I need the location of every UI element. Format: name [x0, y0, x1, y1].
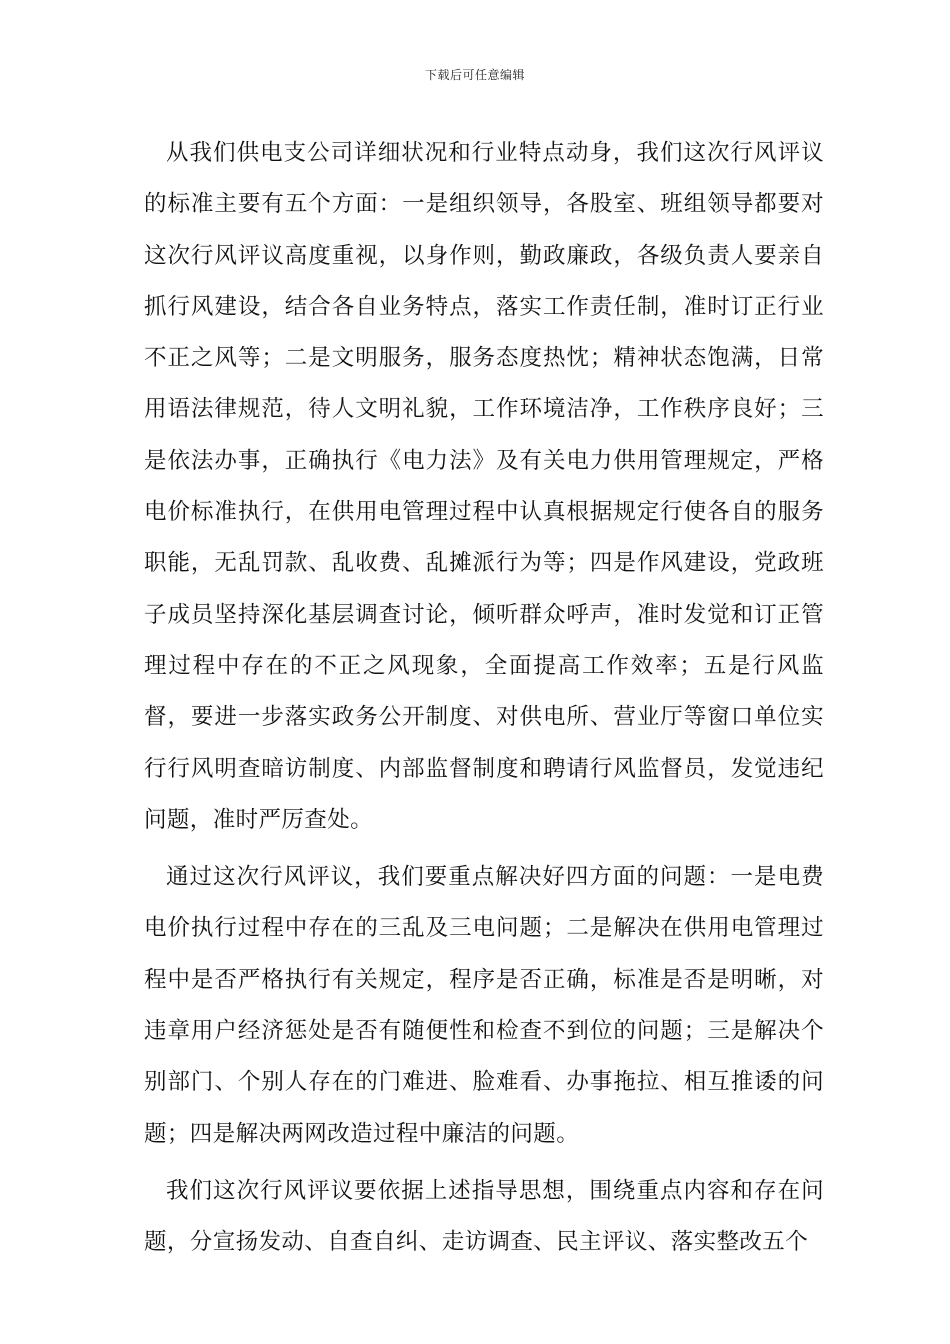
- document-body: [144, 128, 824, 1275]
- paragraph-3: 我们这次行风评议要依据上述指导思想，围绕重点内容和存在问题，分宣扬发动、自查自纠、走访调查、民主评议、落实整改五个: [144, 1177, 824, 1256]
- header-note: 下载后可任意编辑: [424, 68, 525, 82]
- paragraph-2: 通过这次行风评议，我们要重点解决好四方面的问题：一是电费电价执行过程中存在的三乱及三电问题；二是解决在供用电管理过程中是否严格执行有关规定，程序是否正确，标准是否是明晰，对违章用户经济惩处是否有随便性和检查不到位的问题；三是解决个别部门、个别人存在的门难进、脸难看、办事拖拉、相互推诿的问题；四是解决两网改造过程中廉洁的问题。: [144, 864, 824, 1147]
- paragraph-1: 从我们供电支公司详细状况和行业特点动身，我们这次行风评议的标准主要有五个方面：一是组织领导，各股室、班组领导都要对这次行风评议高度重视，以身作则，勤政廉政，各级负责人要亲自抓行风建设，结合各自业务特点，落实工作责任制，准时订正行业不正之风等；二是文明服务，服务态度热忱；精神状态饱满，日常用语法律规范，待人文明礼貌，工作环境洁净，工作秩序良好；三是依法办事，正确执行《电力法》及有关电力供用管理规定，严格电价标准执行，在供用电管理过程中认真根据规定行使各自的服务职能，无乱罚款、乱收费、乱摊派行为等；四是作风建设，党政班子成员坚持深化基层调查讨论，倾听群众呼声，准时发觉和订正管理过程中存在的不正之风现象，全面提高工作效率；五是行风监督，要进一步落实政务公开制度、对供电所、营业厅等窗口单位实行行风明查暗访制度、内部监督制度和聘请行风监督员，发觉违纪问题，准时严厉查处。: [144, 140, 824, 833]
